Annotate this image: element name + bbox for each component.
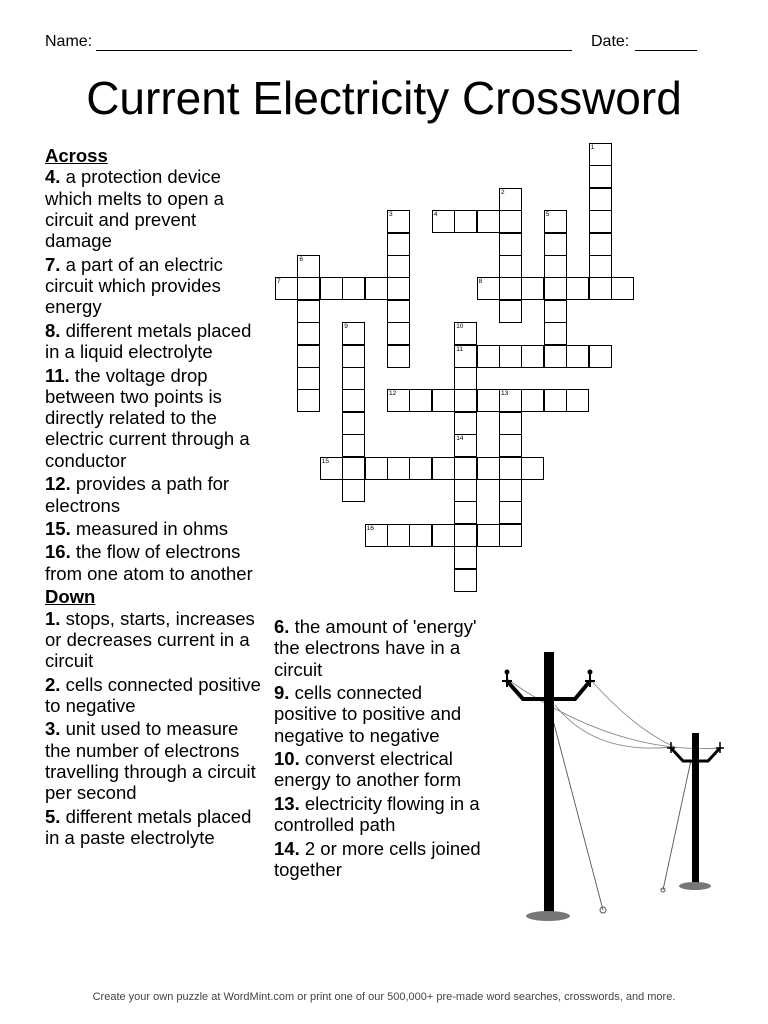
crossword-cell[interactable] (365, 524, 388, 547)
crossword-cell[interactable] (454, 524, 477, 547)
crossword-cell[interactable] (454, 412, 477, 435)
crossword-cell[interactable] (342, 479, 365, 502)
clue-across-12 (45, 473, 263, 516)
down-heading: Down (45, 586, 96, 608)
crossword-cell[interactable] (566, 389, 589, 412)
large-pole-base-shadow (526, 911, 570, 921)
across-clues (45, 145, 263, 584)
crossword-cell[interactable] (589, 143, 612, 166)
crossword-cell[interactable] (566, 345, 589, 368)
crossword-cell[interactable] (342, 434, 365, 457)
crossword-cell[interactable] (499, 255, 522, 278)
crossword-cell[interactable] (544, 300, 567, 323)
crossword-cell[interactable] (521, 389, 544, 412)
crossword-cell[interactable] (454, 322, 477, 345)
crossword-cell[interactable] (454, 546, 477, 569)
clue-number: 8. (45, 319, 61, 341)
crossword-cell[interactable] (499, 300, 522, 323)
crossword-cell[interactable] (365, 457, 388, 480)
clue-across-8 (45, 320, 263, 363)
clue-number: 10. (274, 748, 300, 770)
crossword-cell[interactable] (342, 412, 365, 435)
page-title: Current Electricity Crossword (86, 72, 682, 124)
crossword-cell[interactable] (499, 524, 522, 547)
clue-down-10 (274, 748, 489, 791)
crossword-cell[interactable] (499, 479, 522, 502)
crossword-cell[interactable] (387, 233, 410, 256)
crossword-cell[interactable] (432, 210, 455, 233)
crossword-cell[interactable] (342, 322, 365, 345)
crossword-cell[interactable] (477, 345, 500, 368)
crossword-cell[interactable] (589, 210, 612, 233)
crossword-cell[interactable] (477, 524, 500, 547)
crossword-cell[interactable] (454, 569, 477, 592)
crossword-cell[interactable] (409, 524, 432, 547)
cell-number: 10 (456, 323, 464, 331)
cell-number: 13 (501, 390, 509, 398)
clue-text: cells connected positive to negative (45, 673, 261, 716)
crossword-cell[interactable] (544, 345, 567, 368)
crossword-cell[interactable] (477, 389, 500, 412)
small-pole-base-shadow (679, 882, 711, 890)
crossword-cell[interactable] (454, 367, 477, 390)
cell-number: 14 (456, 435, 464, 443)
crossword-cell[interactable] (589, 233, 612, 256)
down-clues (45, 586, 263, 848)
crossword-cell[interactable] (432, 389, 455, 412)
crossword-cell[interactable] (297, 389, 320, 412)
clue-text: the flow of electrons from one atom to another (45, 541, 253, 584)
crossword-cell[interactable] (589, 188, 612, 211)
crossword-cell[interactable] (521, 277, 544, 300)
cell-number: 16 (366, 524, 374, 532)
crossword-cell[interactable] (499, 188, 522, 211)
clue-across-7 (45, 254, 263, 318)
power-lines (507, 679, 720, 749)
clue-number: 12. (45, 473, 71, 495)
clue-number: 3. (45, 718, 61, 740)
crossword-cell[interactable] (499, 501, 522, 524)
clue-number: 1. (45, 607, 61, 629)
crossword-cell[interactable] (589, 277, 612, 300)
clue-across-4 (45, 166, 263, 251)
crossword-cell[interactable] (342, 457, 365, 480)
crossword-cell[interactable] (387, 524, 410, 547)
crossword-cell[interactable] (454, 210, 477, 233)
crossword-cell[interactable] (297, 345, 320, 368)
crossword-cell[interactable] (499, 389, 522, 412)
clue-number: 14. (274, 837, 300, 859)
crossword-cell[interactable] (454, 345, 477, 368)
cell-number: 15 (321, 457, 330, 465)
clues-column-right (274, 616, 489, 883)
crossword-cell[interactable] (387, 322, 410, 345)
clue-across-15 (45, 518, 263, 539)
crossword-cell[interactable] (499, 345, 522, 368)
crossword-cell[interactable] (477, 210, 500, 233)
clue-text: the amount of 'energy' the electrons have in a circuit (274, 616, 477, 680)
clue-down-14 (274, 838, 489, 881)
crossword-cell[interactable] (499, 210, 522, 233)
crossword-cell[interactable] (566, 277, 589, 300)
crossword-cell[interactable] (589, 345, 612, 368)
clue-down-9 (274, 682, 489, 746)
clue-text: the voltage drop between two points is directly related to the electric current through a conductor (45, 364, 250, 471)
small-pole (667, 733, 724, 885)
crossword-cell[interactable] (499, 233, 522, 256)
cell-number: 5 (545, 211, 550, 219)
cell-number: 11 (456, 345, 463, 353)
crossword-cell[interactable] (544, 277, 567, 300)
crossword-cell[interactable] (365, 277, 388, 300)
clue-number: 4. (45, 166, 61, 188)
crossword-cell[interactable] (297, 300, 320, 323)
crossword-cell[interactable] (521, 345, 544, 368)
crossword-cell[interactable] (342, 389, 365, 412)
clue-text: a part of an electric circuit which provides energy (45, 253, 223, 318)
crossword-cell[interactable] (432, 457, 455, 480)
clue-text: a protection device which melts to open a circuit and prevent damage (45, 166, 224, 252)
crossword-cell[interactable] (521, 457, 544, 480)
name-label: Name: (45, 33, 93, 50)
name-field[interactable] (96, 50, 572, 51)
crossword-cell[interactable] (275, 277, 298, 300)
date-label: Date: (591, 33, 630, 50)
name-date-row (45, 33, 697, 57)
crossword-cell[interactable] (342, 345, 365, 368)
crossword-cell[interactable] (387, 210, 410, 233)
clue-text: stops, starts, increases or decreases current in a circuit (45, 607, 255, 672)
cell-number: 8 (478, 278, 483, 286)
clue-number: 2. (45, 673, 61, 695)
cell-number: 2 (501, 188, 505, 196)
crossword-cell[interactable] (320, 457, 343, 480)
clue-text: different metals placed in a paste electrolyte (45, 805, 252, 849)
crossword-cell[interactable] (477, 457, 500, 480)
crossword-cell[interactable] (499, 277, 522, 300)
crossword-cell[interactable] (454, 389, 477, 412)
crossword-cell[interactable] (432, 524, 455, 547)
clue-text: 2 or more cells joined together (274, 837, 481, 881)
crossword-cell[interactable] (387, 389, 410, 412)
crossword-cell[interactable] (589, 255, 612, 278)
crossword-cell[interactable] (499, 434, 522, 457)
crossword-cell[interactable] (297, 277, 320, 300)
clue-number: 9. (274, 682, 290, 704)
across-heading: Across (45, 145, 108, 166)
footer-note: Create your own puzzle at WordMint.com or print one of our 500,000+ pre-made word searches, crosswords, and more. (92, 991, 676, 1003)
cell-number: 12 (389, 390, 397, 398)
date-field[interactable] (635, 50, 697, 51)
crossword-cell[interactable] (454, 501, 477, 524)
crossword-cell[interactable] (611, 277, 634, 300)
crossword-cell[interactable] (544, 255, 567, 278)
large-pole (502, 652, 595, 914)
crossword-cell[interactable] (499, 412, 522, 435)
crossword-cell[interactable] (544, 322, 567, 345)
clue-down-3 (45, 718, 263, 803)
crossword-cell[interactable] (387, 277, 410, 300)
clue-text: unit used to measure the number of electrons travelling through a circuit per second (45, 718, 256, 804)
clues-column-left (45, 145, 263, 851)
cell-number: 4 (433, 211, 438, 219)
clue-down-1 (45, 608, 263, 672)
cell-number: 3 (389, 211, 393, 219)
cell-number: 1 (590, 144, 595, 151)
clue-number: 5. (45, 805, 61, 827)
crossword-cell[interactable] (297, 322, 320, 345)
clue-down-13 (274, 793, 489, 836)
clue-text: different metals placed in a liquid electrolyte (45, 319, 252, 363)
crossword-cell[interactable] (320, 277, 343, 300)
clue-text: provides a path for electrons (45, 473, 230, 516)
clue-text: measured in ohms (75, 517, 229, 539)
clue-text: electricity flowing in a controlled path (274, 792, 480, 836)
clue-text: converst electrical energy to another form (274, 748, 462, 791)
guy-anchors (600, 888, 665, 913)
crossword-cell[interactable] (387, 345, 410, 368)
crossword-cell[interactable] (409, 457, 432, 480)
cell-number: 6 (299, 256, 304, 263)
clue-number: 11. (45, 364, 70, 386)
power-poles-illustration (495, 645, 730, 930)
clue-number: 7. (45, 253, 61, 275)
crossword-cell[interactable] (544, 389, 567, 412)
crossword-cell[interactable] (544, 233, 567, 256)
crossword-cell[interactable] (387, 457, 410, 480)
crossword-cell[interactable] (297, 367, 320, 390)
clue-number: 15. (45, 517, 71, 539)
crossword-cell[interactable] (544, 210, 567, 233)
crossword-cell[interactable] (409, 389, 432, 412)
cell-number: 9 (344, 323, 348, 331)
clue-down-5 (45, 806, 263, 849)
crossword-cell[interactable] (499, 457, 522, 480)
clue-text: cells connected positive to positive and negative to negative (274, 682, 462, 746)
clue-across-16 (45, 541, 263, 584)
crossword-cell[interactable] (387, 255, 410, 278)
clue-number: 13. (274, 792, 300, 814)
clue-across-11 (45, 365, 263, 471)
clue-down-6 (274, 616, 489, 680)
crossword-cell[interactable] (589, 165, 612, 188)
crossword-cell[interactable] (297, 255, 320, 278)
crossword-cell[interactable] (454, 479, 477, 502)
clue-down-2 (45, 674, 263, 717)
crossword-cell[interactable] (342, 367, 365, 390)
crossword-cell[interactable] (454, 434, 477, 457)
crossword-cell[interactable] (342, 277, 365, 300)
clue-number: 6. (274, 616, 290, 637)
crossword-cell[interactable] (387, 300, 410, 323)
crossword-cell[interactable] (454, 457, 477, 480)
clue-number: 16. (45, 541, 71, 563)
cell-number: 7 (277, 278, 281, 286)
crossword-cell[interactable] (477, 277, 500, 300)
